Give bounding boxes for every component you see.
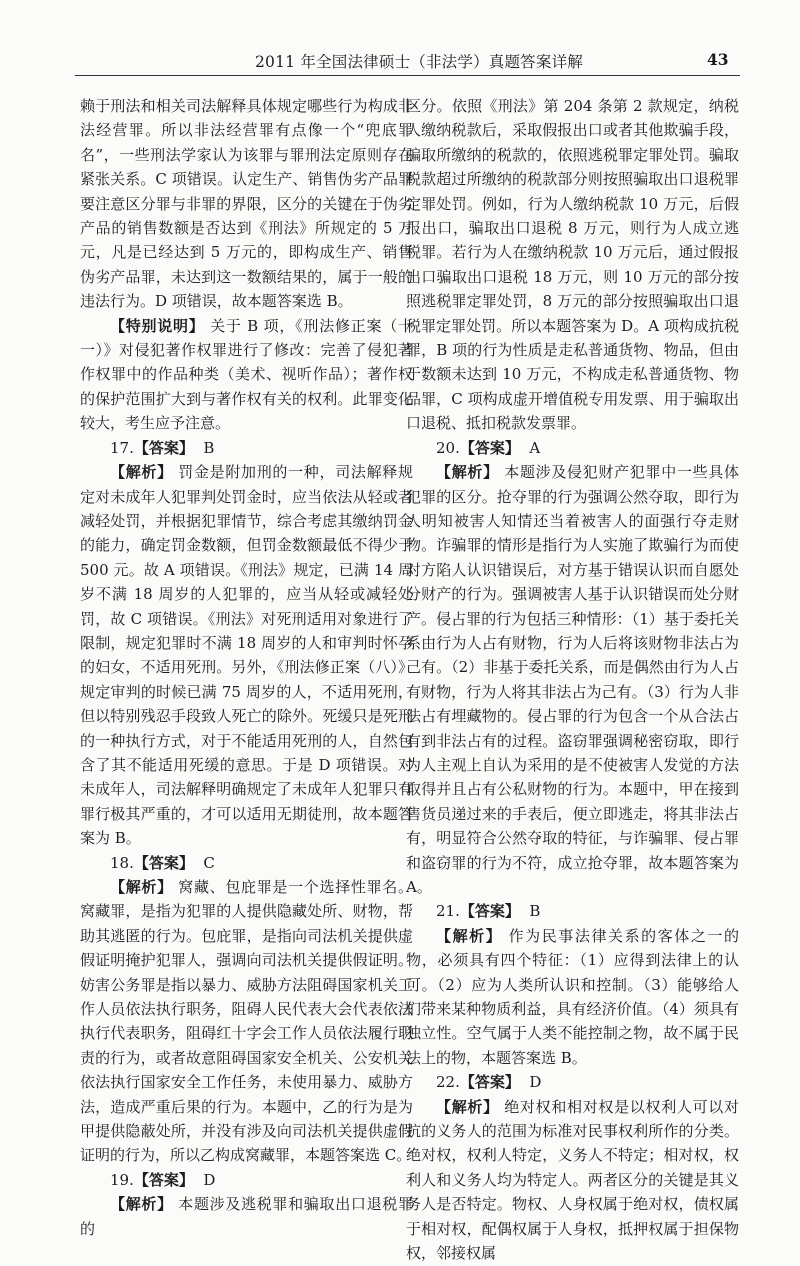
explanation-tag: 【解析】 [436, 463, 499, 482]
explanation-text: 罚金是附加刑的一种，司法解释规定对未成年人犯罪判处罚金时，应当依法从轻或者减轻处罚，并根据犯罪情节，综合考虑其缴纳罚金的能力，确定罚金数额，但罚金数额最低不得少于 500 元。故 A 项错误。《刑法》规定，已满 14 周岁不满 18 周岁的人犯罪的，应当从轻或减轻处罚，故 C 项错误。《刑法》对死刑适用对象进行了限制，规定犯罪时不满 18 周岁的人和审判时怀孕的妇女，不适用死刑。另外，《刑法修正案（八）》规定审判的时候已满 75 周岁的人，不适用死刑，但以特别残忍手段致人死亡的除外。死缓只是死刑的一种执行方式，对于不能适用死刑的人，自然包含了其不能适用死缓的意思。于是 D 项错误。对未成年人，司法解释明确规定了未成年人犯罪只有罪行极其严重的，才可以适用无期徒刑，故本题答案为 B。 [80, 463, 413, 848]
answer-tag: 【答案】 [459, 902, 520, 921]
left-column [80, 94, 413, 1241]
question-number: 18. [110, 853, 134, 872]
answer-value: D [203, 1170, 216, 1189]
explanation-tag: 【解析】 [110, 878, 173, 896]
answer-tag: 【答案】 [133, 438, 194, 457]
answer-line-q21 [406, 899, 739, 923]
explanation-tag: 【解析】 [436, 926, 503, 945]
explanation-text: 本题涉及逃税罪和骗取出口退税罪的 [80, 1195, 413, 1238]
explanation-q17 [80, 460, 413, 851]
question-number: 17. [110, 438, 134, 457]
explanation-text: 作为民事法律关系的客体之一的物，必须具有四个特征：（1）应得到法律上的认可。（2）应为人类所认识和控制。（3）能够给人们带来某种物质利益，具有经济价值。（4）须具有独立性。空气属于人类不能控制之物，故不属于民法上的物，本题答案选 B。 [406, 926, 739, 1067]
explanation-text: 绝对权和相对权是以权利人可以对抗的义务人的范围为标准对民事权利所作的分类。绝对权，权利人特定，义务人不特定；相对权，权利人和义务人均为特定人。两者区分的关键是其义务人是否特定。物权、人身权属于绝对权，债权属于相对权，配偶权属于人身权，抵押权属于担保物权，邻接权属 [406, 1097, 739, 1263]
paragraph-q19-continued: 区分。依照《刑法》第 204 条第 2 款规定，纳税人缴纳税款后，采取假报出口或者其他欺骗手段，骗取所缴纳的税款的，依照逃税罪定罪处罚。骗取税款超过所缴纳的税款部分则按照骗取出口退税罪定罪处罚。例如，行为人缴纳税款 10 万元，后假报出口，骗取出口退税 8 万元，则行为人成立逃税罪。若行为人在缴纳税款 10 万元后，通过假报出口骗取出口退税 18 万元，则 10 万元的部分按照逃税罪定罪处罚，8 万元的部分按照骗取出口退税罪定罪处罚。所以本题答案为 D。A 项构成抗税罪，B 项的行为性质是走私普通货物、物品，但由于数额未达到 10 万元，不构成走私普通货物、物品罪，C 项构成虚开增值税专用发票、用于骗取出口退税、抵扣税款发票罪。 [406, 97, 739, 433]
question-number: 22. [436, 1073, 460, 1092]
paragraph-q16-continued: 赖于刑法和相关司法解释具体规定哪些行为构成非法经营罪。所以非法经营罪有点像一个“兜底罪名”，一些刑法学家认为该罪与罪刑法定原则存在紧张关系。C 项错误。认定生产、销售伪劣产品罪要注意区分罪与非罪的界限，区分的关键在于伪劣产品的销售数额是否达到《刑法》所规定的 5 万元，凡是已经达到 5 万元的，即构成生产、销售伪劣产品罪，未达到这一数额结果的，属于一般的违法行为。D 项错误，故本题答案选 B。 [80, 97, 413, 311]
question-number: 20. [436, 438, 460, 457]
special-note-tag: 【特别说明】 [110, 316, 205, 335]
explanation-text: 本题涉及侵犯财产犯罪中一些具体犯罪的区分。抢夺罪的行为强调公然夺取，即行为人明知被害人知情还当着被害人的面强行夺走财物。诈骗罪的情形是指行为人实施了欺骗行为而使对方陷人认识错误后，对方基于错误认识而自愿处分财产的行为。强调被害人基于认识错误而处分财产。侵占罪的行为包括三种情形：（1）基于委托关系由行为人占有财物，行为人后将该财物非法占为己有。（2）非基于委托关系，而是偶然由行为人占有财物，行为人将其非法占为己有。（3）行为人非法占有埋藏物的。侵占罪的行为包含一个从合法占有到非法占有的过程。盗窃罪强调秘密窃取，即行为人主观上自认为采用的是不使被害人发觉的方法取得并且占有公私财物的行为。本题中，甲在接到售货员递过来的手表后，便立即逃走，将其非法占有，明显符合公然夺取的特征，与诈骗罪、侵占罪和盗窃罪的行为不符，成立抢夺罪，故本题答案为 A。 [406, 463, 739, 896]
question-number: 19. [110, 1170, 134, 1189]
explanation-tag: 【解析】 [110, 1195, 173, 1214]
header-divider [75, 75, 740, 76]
explanation-q18 [80, 875, 413, 1168]
explanation-tag: 【解析】 [110, 463, 173, 482]
answer-tag: 【答案】 [133, 1170, 194, 1189]
question-number: 21. [436, 902, 460, 921]
answer-line-q20 [406, 436, 739, 460]
answer-value: B [203, 438, 215, 457]
answer-value: B [529, 902, 541, 921]
explanation-text: 窝藏、包庇罪是一个选择性罪名。窝藏罪，是指为犯罪的人提供隐藏处所、财物，帮助其逃匿的行为。包庇罪，是指向司法机关提供虚假证明掩护犯罪人，强调向司法机关提供假证明。妨害公务罪是指以暴力、威胁方法阻碍国家机关工作人员依法执行职务，阻碍人民代表大会代表依法执行代表职务，阻碍红十字会工作人员依法履行职责的行为，或者故意阻碍国家安全机关、公安机关依法执行国家安全工作任务，未使用暴力、威胁方法，造成严重后果的行为。本题中，乙的行为是为甲提供隐蔽处所，并没有涉及向司法机关提供虚假证明的行为，所以乙构成窝藏罪，本题答案选 C。 [80, 878, 413, 1165]
explanation-q21 [406, 924, 739, 1070]
answer-value: A [529, 438, 541, 457]
explanation-q19 [80, 1192, 413, 1241]
answer-tag: 【答案】 [459, 438, 520, 457]
running-header-title: 2011 年全国法律硕士（非法学）真题答案详解 [255, 53, 583, 71]
special-note-text: 关于 B 项，《刑法修正案（十一）》对侵犯著作权罪进行了修改：完善了侵犯著作权罪中的作品种类（美术、视听作品）；著作权的保护范围扩大到与著作权有关的权利。此罪变化较大，考生应予注意。 [80, 316, 413, 433]
answer-line-q19 [80, 1168, 413, 1192]
answer-tag: 【答案】 [459, 1073, 520, 1092]
explanation-q20 [406, 460, 739, 899]
answer-line-q18 [80, 851, 413, 875]
answer-line-q22 [406, 1070, 739, 1094]
page-number: 43 [707, 50, 729, 69]
answer-line-q17 [80, 436, 413, 460]
special-note-paragraph [80, 314, 413, 436]
right-column [406, 94, 739, 1266]
answer-value: C [203, 853, 215, 872]
answer-tag: 【答案】 [133, 853, 194, 872]
answer-value: D [529, 1073, 542, 1092]
explanation-tag: 【解析】 [436, 1097, 499, 1116]
explanation-q22 [406, 1095, 739, 1266]
